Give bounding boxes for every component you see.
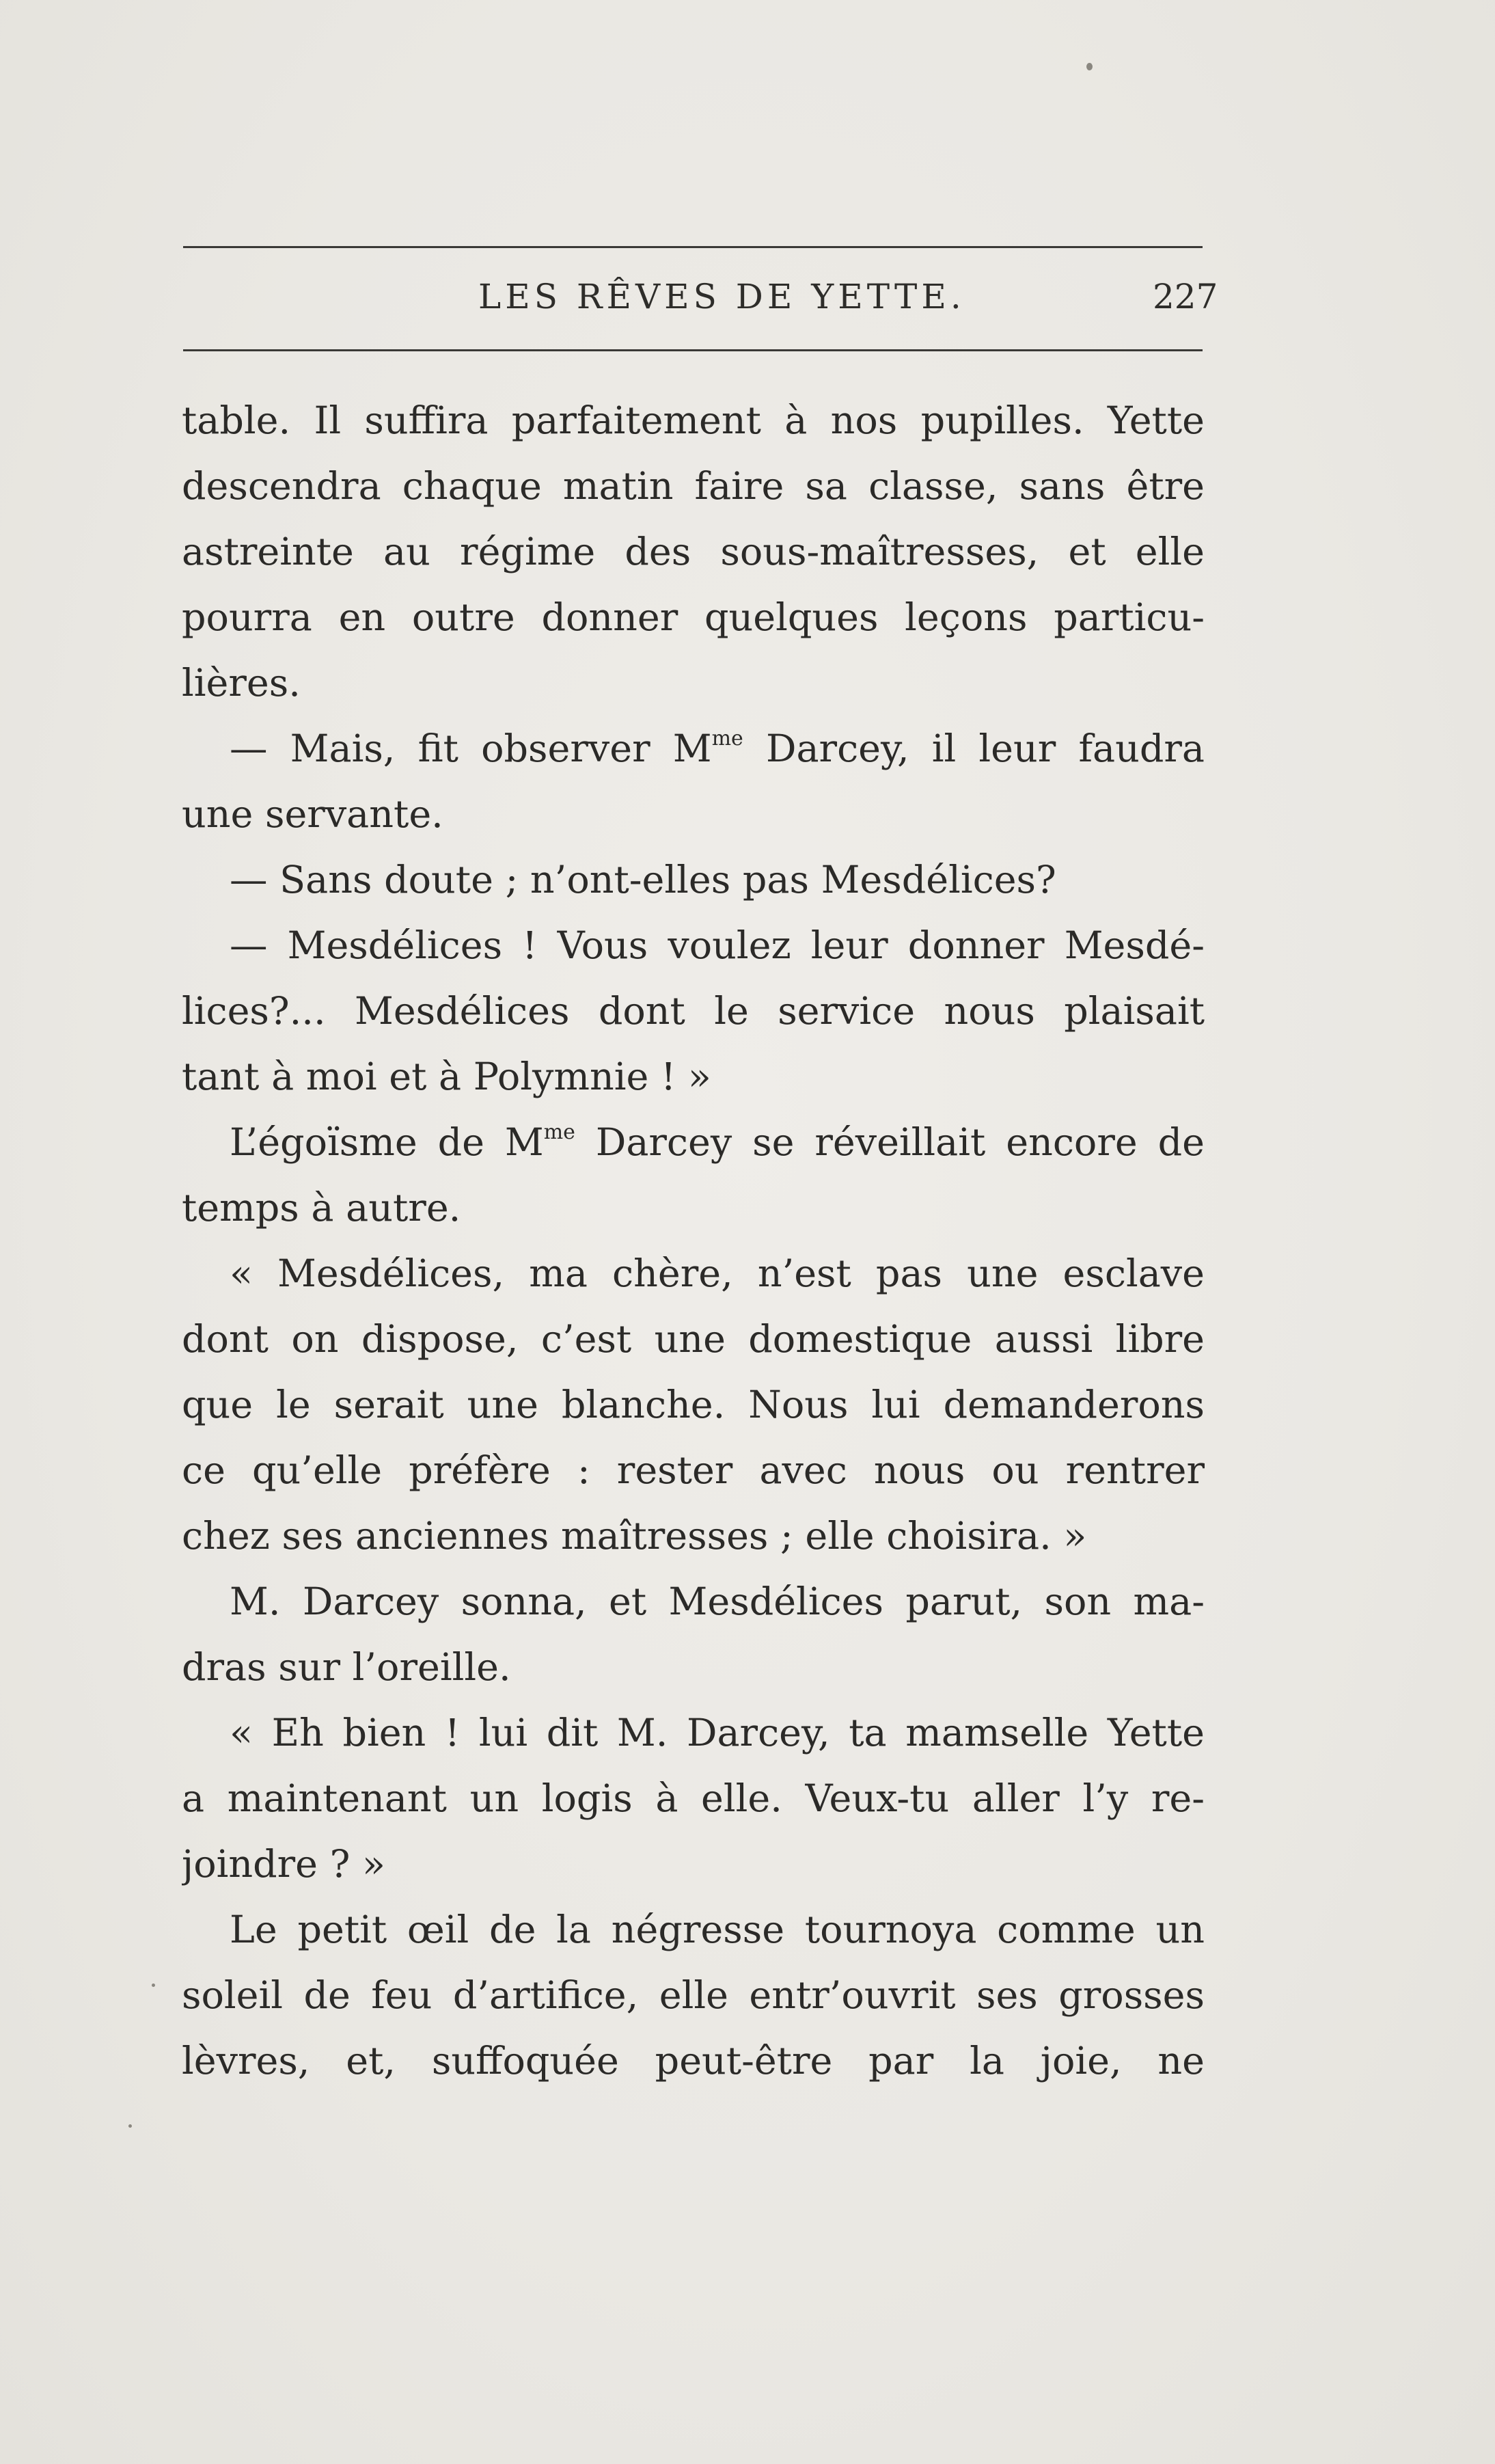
superscript-abbreviation: me bbox=[543, 1120, 575, 1144]
text-segment: L’égoïsme de M bbox=[230, 1120, 544, 1165]
text-line: « Mesdélices, ma chère, n’est pas une esclave bbox=[230, 1251, 1205, 1296]
text-line: ce qu’elle préfère : rester avec nous ou rentrer bbox=[182, 1448, 1205, 1493]
text-line: soleil de feu d’artifice, elle entr’ouvrit ses grosses bbox=[182, 1973, 1205, 2018]
text-line: pourra en outre donner quelques leçons particu- bbox=[182, 595, 1205, 640]
text-line: lices?... Mesdélices dont le service nous plaisait bbox=[182, 989, 1205, 1033]
header-rule-bottom bbox=[183, 349, 1203, 351]
header-rule-top bbox=[183, 246, 1203, 248]
paper-speck bbox=[128, 2124, 132, 2128]
text-line: M. Darcey sonna, et Mesdélices parut, son ma- bbox=[230, 1580, 1205, 1624]
text-line: tant à moi et à Polymnie ! » bbox=[182, 1055, 711, 1099]
text-line: « Eh bien ! lui dit M. Darcey, ta mamselle Yette bbox=[230, 1711, 1205, 1755]
text-line: que le serait une blanche. Nous lui demanderons bbox=[182, 1383, 1205, 1427]
text-line: lèvres, et, suffoquée peut-être par la joie, ne bbox=[182, 2039, 1205, 2083]
text-line: dont on dispose, c’est une domestique aussi libre bbox=[182, 1317, 1205, 1362]
body-text bbox=[182, 388, 1205, 2094]
text-line: dras sur l’oreille. bbox=[182, 1645, 511, 1690]
text-line bbox=[182, 1110, 1205, 1176]
text-line: joindre ? » bbox=[182, 1842, 386, 1886]
text-line: — Mesdélices ! Vous voulez leur donner Mesdé- bbox=[230, 923, 1205, 968]
text-line: Le petit œil de la négresse tournoya comme un bbox=[230, 1908, 1205, 1952]
text-line bbox=[182, 716, 1205, 782]
text-line: — Sans doute ; n’ont-elles pas Mesdélices? bbox=[230, 858, 1056, 902]
text-line: astreinte au régime des sous-maîtresses, et elle bbox=[182, 530, 1205, 574]
paper-speck bbox=[1086, 63, 1093, 70]
text-line: chez ses anciennes maîtresses ; elle choisira. » bbox=[182, 1514, 1087, 1558]
text-line: a maintenant un logis à elle. Veux-tu aller l’y re- bbox=[182, 1776, 1205, 1821]
page-number: 227 bbox=[1153, 277, 1218, 316]
text-line: une servante. bbox=[182, 792, 443, 837]
text-segment: — Mais, fit observer M bbox=[230, 727, 712, 771]
paper-speck bbox=[152, 1984, 155, 1987]
text-line: descendra chaque matin faire sa classe, sans être bbox=[182, 464, 1205, 509]
text-line: temps à autre. bbox=[182, 1186, 461, 1230]
text-segment: Darcey, il leur faudra bbox=[743, 727, 1205, 771]
text-line: lières. bbox=[182, 661, 301, 705]
running-title: LES RÊVES DE YETTE. bbox=[478, 277, 965, 316]
text-segment: Darcey se réveillait encore de bbox=[575, 1120, 1205, 1165]
superscript-abbreviation: me bbox=[711, 727, 743, 750]
text-line: table. Il suffira parfaitement à nos pupilles. Yette bbox=[182, 398, 1205, 443]
